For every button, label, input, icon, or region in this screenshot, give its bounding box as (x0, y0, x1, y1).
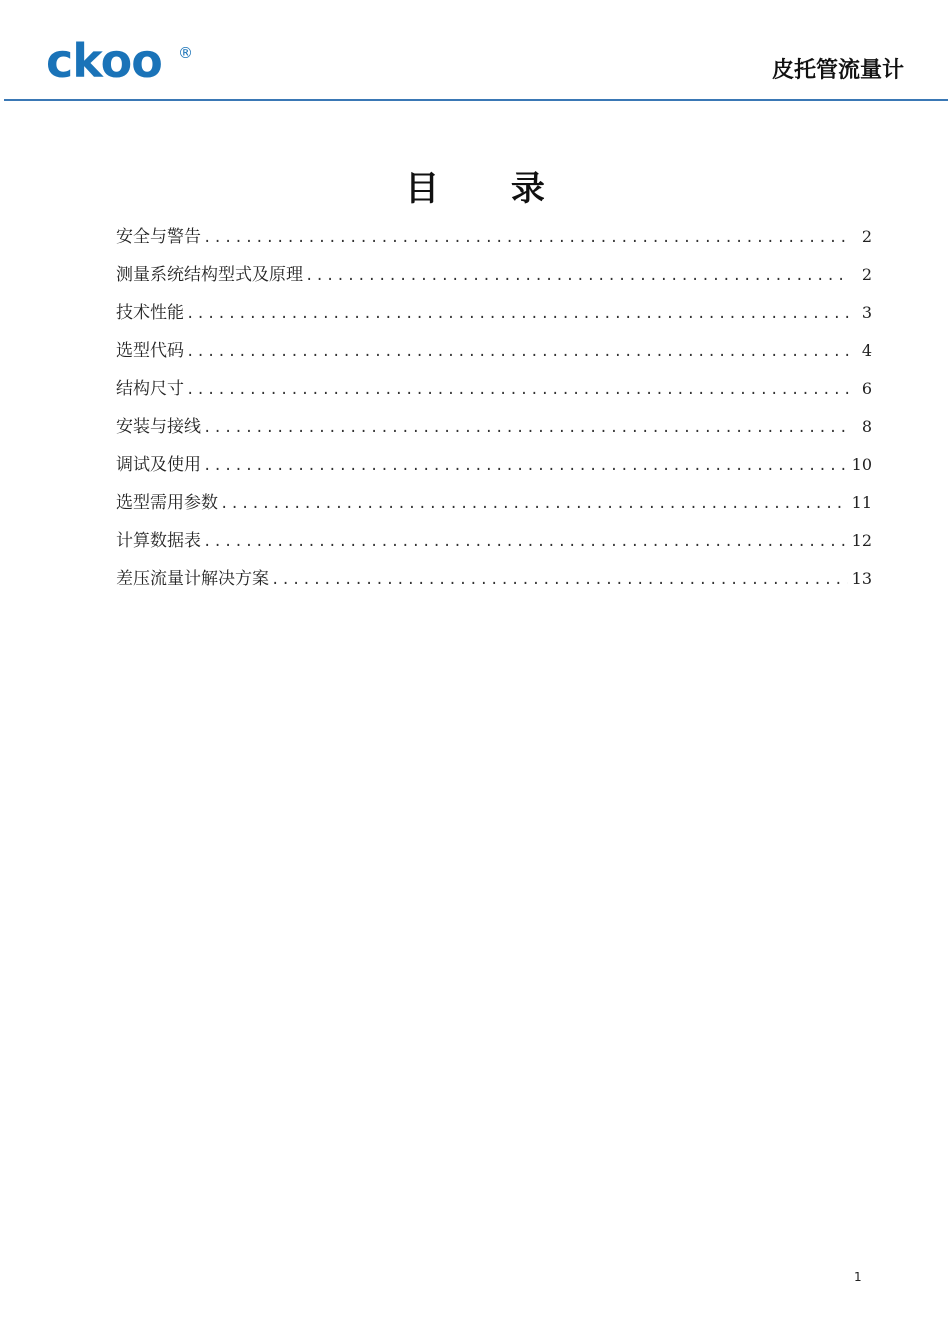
toc-entry-page: 2 (861, 265, 872, 284)
toc-entry-page: 10 (851, 455, 872, 474)
toc-entry[interactable] (116, 298, 872, 336)
toc-entry[interactable] (116, 374, 872, 412)
product-title: 皮托管流量计 (771, 58, 904, 83)
toc-dot-leader (305, 268, 850, 284)
toc-entry-label: 结构尺寸 (116, 379, 184, 399)
toc-entry[interactable] (116, 336, 872, 374)
toc-dot-leader (203, 230, 850, 246)
toc-entry-page: 8 (861, 417, 872, 436)
toc-entry-page: 2 (861, 227, 872, 246)
toc-dot-leader (186, 344, 850, 360)
header-divider (4, 99, 948, 101)
toc-entry[interactable] (116, 222, 872, 260)
toc-entry-label: 安装与接线 (116, 417, 201, 437)
toc-entry-page: 6 (861, 379, 872, 398)
toc-entry-label: 测量系统结构型式及原理 (116, 265, 303, 285)
registered-mark: ® (178, 44, 193, 62)
toc-dot-leader (203, 458, 848, 474)
toc-entry-label: 计算数据表 (116, 531, 201, 551)
toc-entry-page: 11 (851, 493, 872, 512)
toc-dot-leader (203, 420, 850, 436)
table-of-contents (116, 222, 872, 602)
toc-entry-label: 选型需用参数 (116, 493, 218, 513)
toc-entry-label: 调试及使用 (116, 455, 201, 475)
toc-entry-page: 3 (861, 303, 872, 322)
page-header (0, 0, 950, 102)
toc-entry-page: 12 (851, 531, 872, 550)
toc-entry-label: 差压流量计解决方案 (116, 569, 269, 589)
brand-logo: ckoo (46, 34, 162, 88)
toc-dot-leader (203, 534, 848, 550)
toc-entry-label: 安全与警告 (116, 227, 201, 247)
toc-dot-leader (186, 306, 850, 322)
toc-dot-leader (271, 572, 848, 588)
toc-entry-label: 选型代码 (116, 341, 184, 361)
toc-entry-page: 13 (851, 569, 872, 588)
toc-entry[interactable] (116, 260, 872, 298)
toc-dot-leader (186, 382, 850, 398)
toc-title: 目 录 (405, 169, 575, 209)
toc-entry-label: 技术性能 (116, 303, 184, 323)
toc-dot-leader (220, 496, 848, 512)
toc-entry-page: 4 (861, 341, 872, 360)
toc-entry[interactable] (116, 564, 872, 602)
toc-entry[interactable] (116, 526, 872, 564)
page-number: 1 (854, 1270, 862, 1284)
toc-entry[interactable] (116, 412, 872, 450)
toc-entry[interactable] (116, 488, 872, 526)
toc-entry[interactable] (116, 450, 872, 488)
